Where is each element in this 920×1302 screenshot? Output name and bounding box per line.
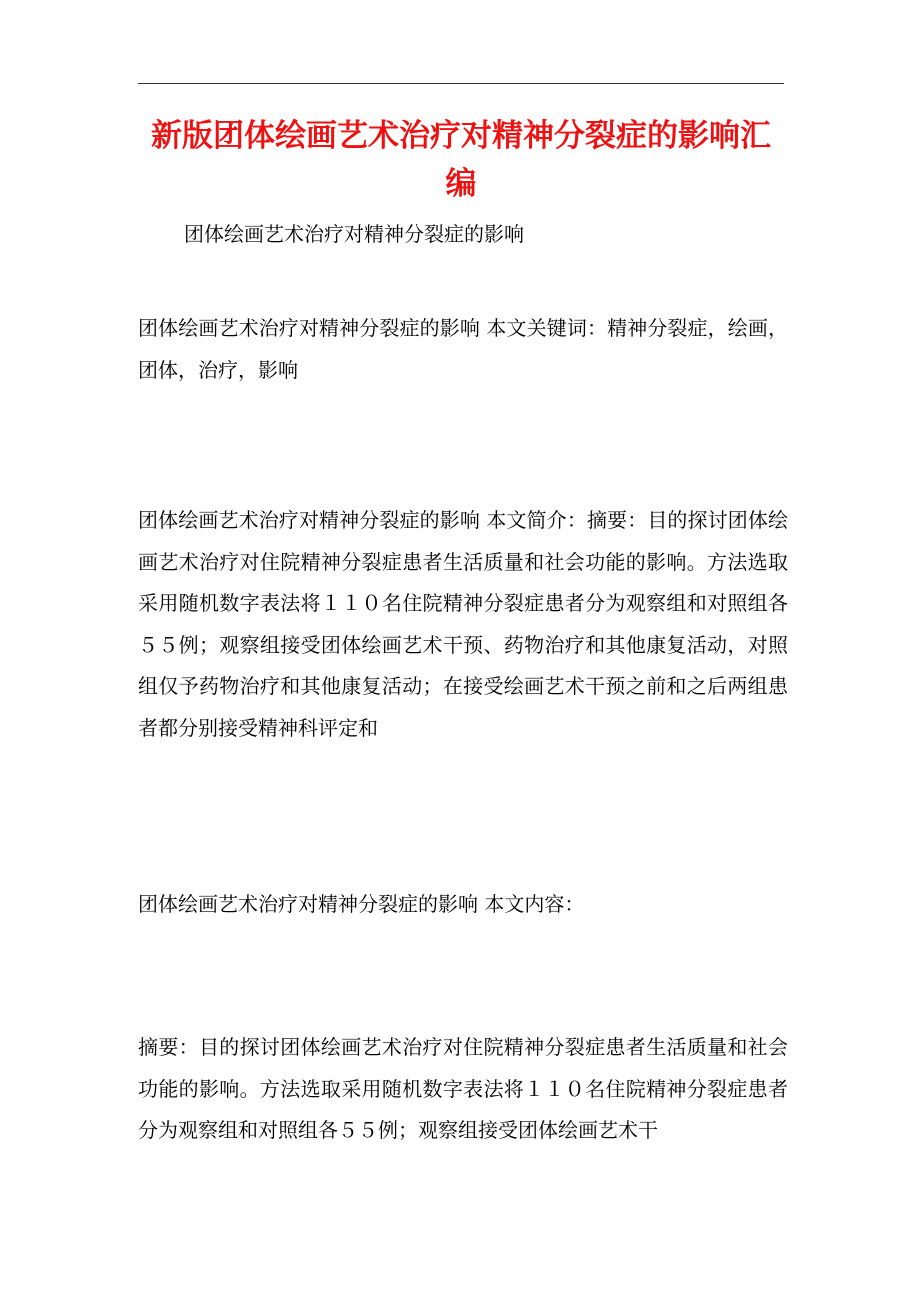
header-rule [138,83,784,84]
summary-paragraph: 团体绘画艺术治疗对精神分裂症的影响 本文简介：摘要：目的探讨团体绘画艺术治疗对住院精神分裂症患者生活质量和社会功能的影响。方法选取采用随机数字表法将１１０名住院精神分裂症患者分为观察组和对照组各５５例；观察组接受团体绘画艺术干预、药物治疗和其他康复活动，对照组仅予药物治疗和其他康复活动；在接受绘画艺术干预之前和之后两组患者都分别接受精神科评定和 [138,508,788,740]
document-title: 新版团体绘画艺术治疗对精神分裂症的影响汇编 [151,118,771,202]
keywords-paragraph: 团体绘画艺术治疗对精神分裂症的影响 本文关键词：精神分裂症，绘画，团体，治疗，影响 [138,316,788,382]
content-heading-paragraph: 团体绘画艺术治疗对精神分裂症的影响 本文内容： [138,892,585,916]
document-subtitle: 团体绘画艺术治疗对精神分裂症的影响 [184,222,524,246]
abstract-paragraph: 摘要：目的探讨团体绘画艺术治疗对住院精神分裂症患者生活质量和社会功能的影响。方法选取采用随机数字表法将１１０名住院精神分裂症患者分为观察组和对照组各５５例；观察组接受团体绘画艺术干 [138,1035,788,1142]
